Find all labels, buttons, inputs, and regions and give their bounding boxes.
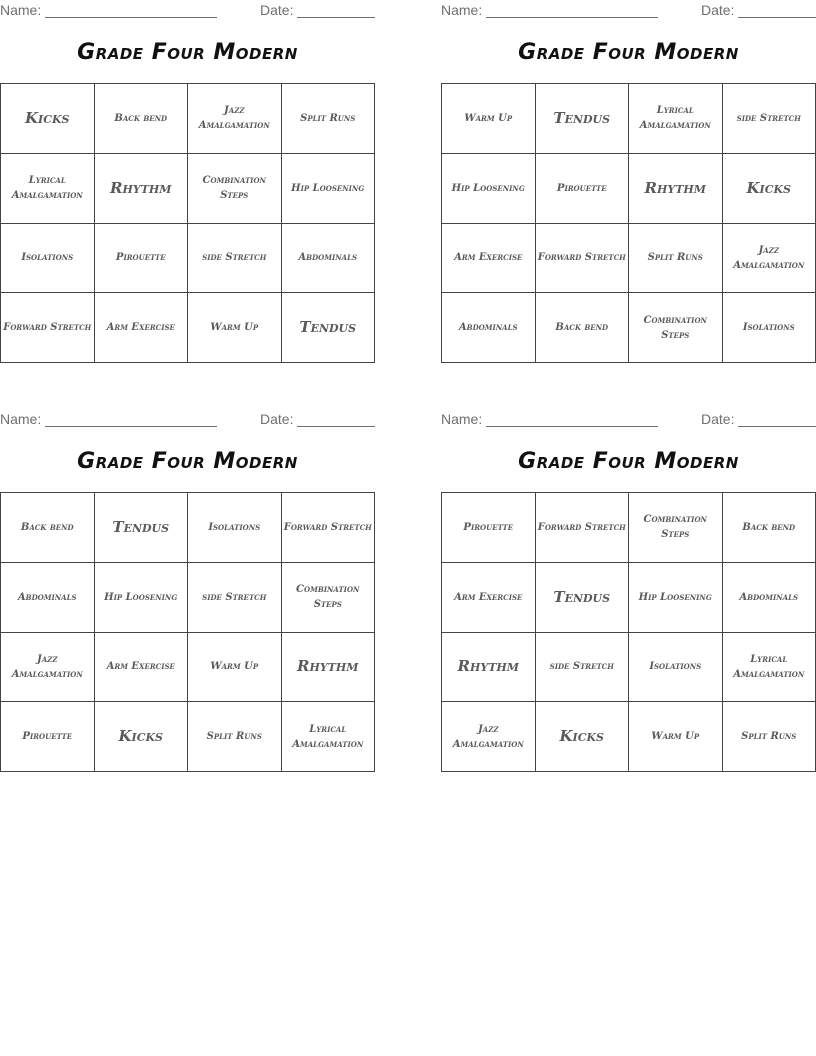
bingo-cell: Warm Up: [188, 293, 282, 363]
bingo-cell: Rhythm: [629, 154, 723, 224]
name-label: Name:: [0, 2, 42, 18]
bingo-cell: side Stretch: [188, 224, 282, 294]
bingo-cell: Lyrical Amalgamation: [282, 702, 376, 772]
name-date-row: [441, 2, 816, 20]
bingo-cell: Lyrical Amalgamation: [1, 154, 95, 224]
bingo-cell: Jazz Amalgamation: [1, 633, 95, 703]
name-blank[interactable]: [486, 411, 658, 427]
bingo-cell: Isolations: [629, 633, 723, 703]
bingo-cell: Abdominals: [723, 563, 816, 633]
bingo-cell: Split Runs: [723, 702, 816, 772]
bingo-cell: Kicks: [95, 702, 189, 772]
card-title: Grade Four Modern: [518, 40, 739, 65]
bingo-grid: [441, 492, 816, 772]
bingo-cell: Combination Steps: [629, 493, 723, 563]
bingo-cell: Hip Loosening: [95, 563, 189, 633]
bingo-cell: Jazz Amalgamation: [188, 84, 282, 154]
bingo-cell: Tendus: [282, 293, 376, 363]
bingo-cell: side Stretch: [188, 563, 282, 633]
bingo-cell: Rhythm: [282, 633, 376, 703]
bingo-cell: Isolations: [723, 293, 816, 363]
bingo-card: [0, 409, 375, 789]
bingo-cell: Back bend: [1, 493, 95, 563]
bingo-cell: Forward Stretch: [536, 224, 630, 294]
bingo-cell: Jazz Amalgamation: [442, 702, 536, 772]
bingo-cell: Isolations: [1, 224, 95, 294]
bingo-cell: Arm Exercise: [95, 633, 189, 703]
bingo-grid: [0, 83, 375, 363]
bingo-cell: Pirouette: [536, 154, 630, 224]
date-label: Date:: [701, 2, 735, 18]
bingo-cell: Isolations: [188, 493, 282, 563]
bingo-cell: Hip Loosening: [442, 154, 536, 224]
date-label: Date:: [260, 2, 294, 18]
date-blank[interactable]: [738, 411, 816, 427]
name-label: Name:: [441, 2, 483, 18]
card-title: Grade Four Modern: [77, 40, 298, 65]
bingo-cell: Pirouette: [95, 224, 189, 294]
name-date-row: [441, 411, 816, 429]
bingo-cell: Arm Exercise: [442, 563, 536, 633]
bingo-cell: Lyrical Amalgamation: [629, 84, 723, 154]
bingo-grid: [0, 492, 375, 772]
name-blank[interactable]: [45, 2, 217, 18]
bingo-cell: Forward Stretch: [282, 493, 376, 563]
bingo-cell: Split Runs: [188, 702, 282, 772]
bingo-cell: Abdominals: [282, 224, 376, 294]
bingo-cell: Forward Stretch: [1, 293, 95, 363]
bingo-card: [441, 0, 816, 380]
date-blank[interactable]: [297, 411, 375, 427]
name-blank[interactable]: [45, 411, 217, 427]
bingo-cell: Warm Up: [188, 633, 282, 703]
bingo-cell: Abdominals: [442, 293, 536, 363]
bingo-cell: Split Runs: [282, 84, 376, 154]
bingo-cell: Warm Up: [442, 84, 536, 154]
bingo-cell: side Stretch: [536, 633, 630, 703]
name-blank[interactable]: [486, 2, 658, 18]
bingo-cell: Split Runs: [629, 224, 723, 294]
bingo-cell: Tendus: [536, 563, 630, 633]
name-date-row: [0, 411, 375, 429]
bingo-cell: Lyrical Amalgamation: [723, 633, 816, 703]
bingo-grid: [441, 83, 816, 363]
name-label: Name:: [441, 411, 483, 427]
bingo-cell: Combination Steps: [282, 563, 376, 633]
bingo-cell: Hip Loosening: [282, 154, 376, 224]
bingo-cell: side Stretch: [723, 84, 816, 154]
bingo-cell: Hip Loosening: [629, 563, 723, 633]
bingo-cell: Tendus: [536, 84, 630, 154]
card-title: Grade Four Modern: [518, 449, 739, 474]
bingo-cell: Kicks: [536, 702, 630, 772]
date-label: Date:: [701, 411, 735, 427]
bingo-card: [0, 0, 375, 380]
date-label: Date:: [260, 411, 294, 427]
bingo-cell: Rhythm: [95, 154, 189, 224]
name-date-row: [0, 2, 375, 20]
bingo-card: [441, 409, 816, 789]
bingo-cell: Arm Exercise: [442, 224, 536, 294]
card-title: Grade Four Modern: [77, 449, 298, 474]
bingo-cell: Tendus: [95, 493, 189, 563]
bingo-cell: Combination Steps: [188, 154, 282, 224]
name-label: Name:: [0, 411, 42, 427]
bingo-cell: Arm Exercise: [95, 293, 189, 363]
bingo-cell: Jazz Amalgamation: [723, 224, 816, 294]
date-blank[interactable]: [738, 2, 816, 18]
bingo-cell: Pirouette: [1, 702, 95, 772]
bingo-cell: Forward Stretch: [536, 493, 630, 563]
bingo-cell: Abdominals: [1, 563, 95, 633]
bingo-cell: Back bend: [723, 493, 816, 563]
bingo-cell: Back bend: [95, 84, 189, 154]
bingo-cell: Combination Steps: [629, 293, 723, 363]
bingo-cell: Kicks: [723, 154, 816, 224]
bingo-cell: Warm Up: [629, 702, 723, 772]
bingo-cell: Back bend: [536, 293, 630, 363]
bingo-cell: Rhythm: [442, 633, 536, 703]
bingo-cell: Kicks: [1, 84, 95, 154]
date-blank[interactable]: [297, 2, 375, 18]
bingo-cell: Pirouette: [442, 493, 536, 563]
